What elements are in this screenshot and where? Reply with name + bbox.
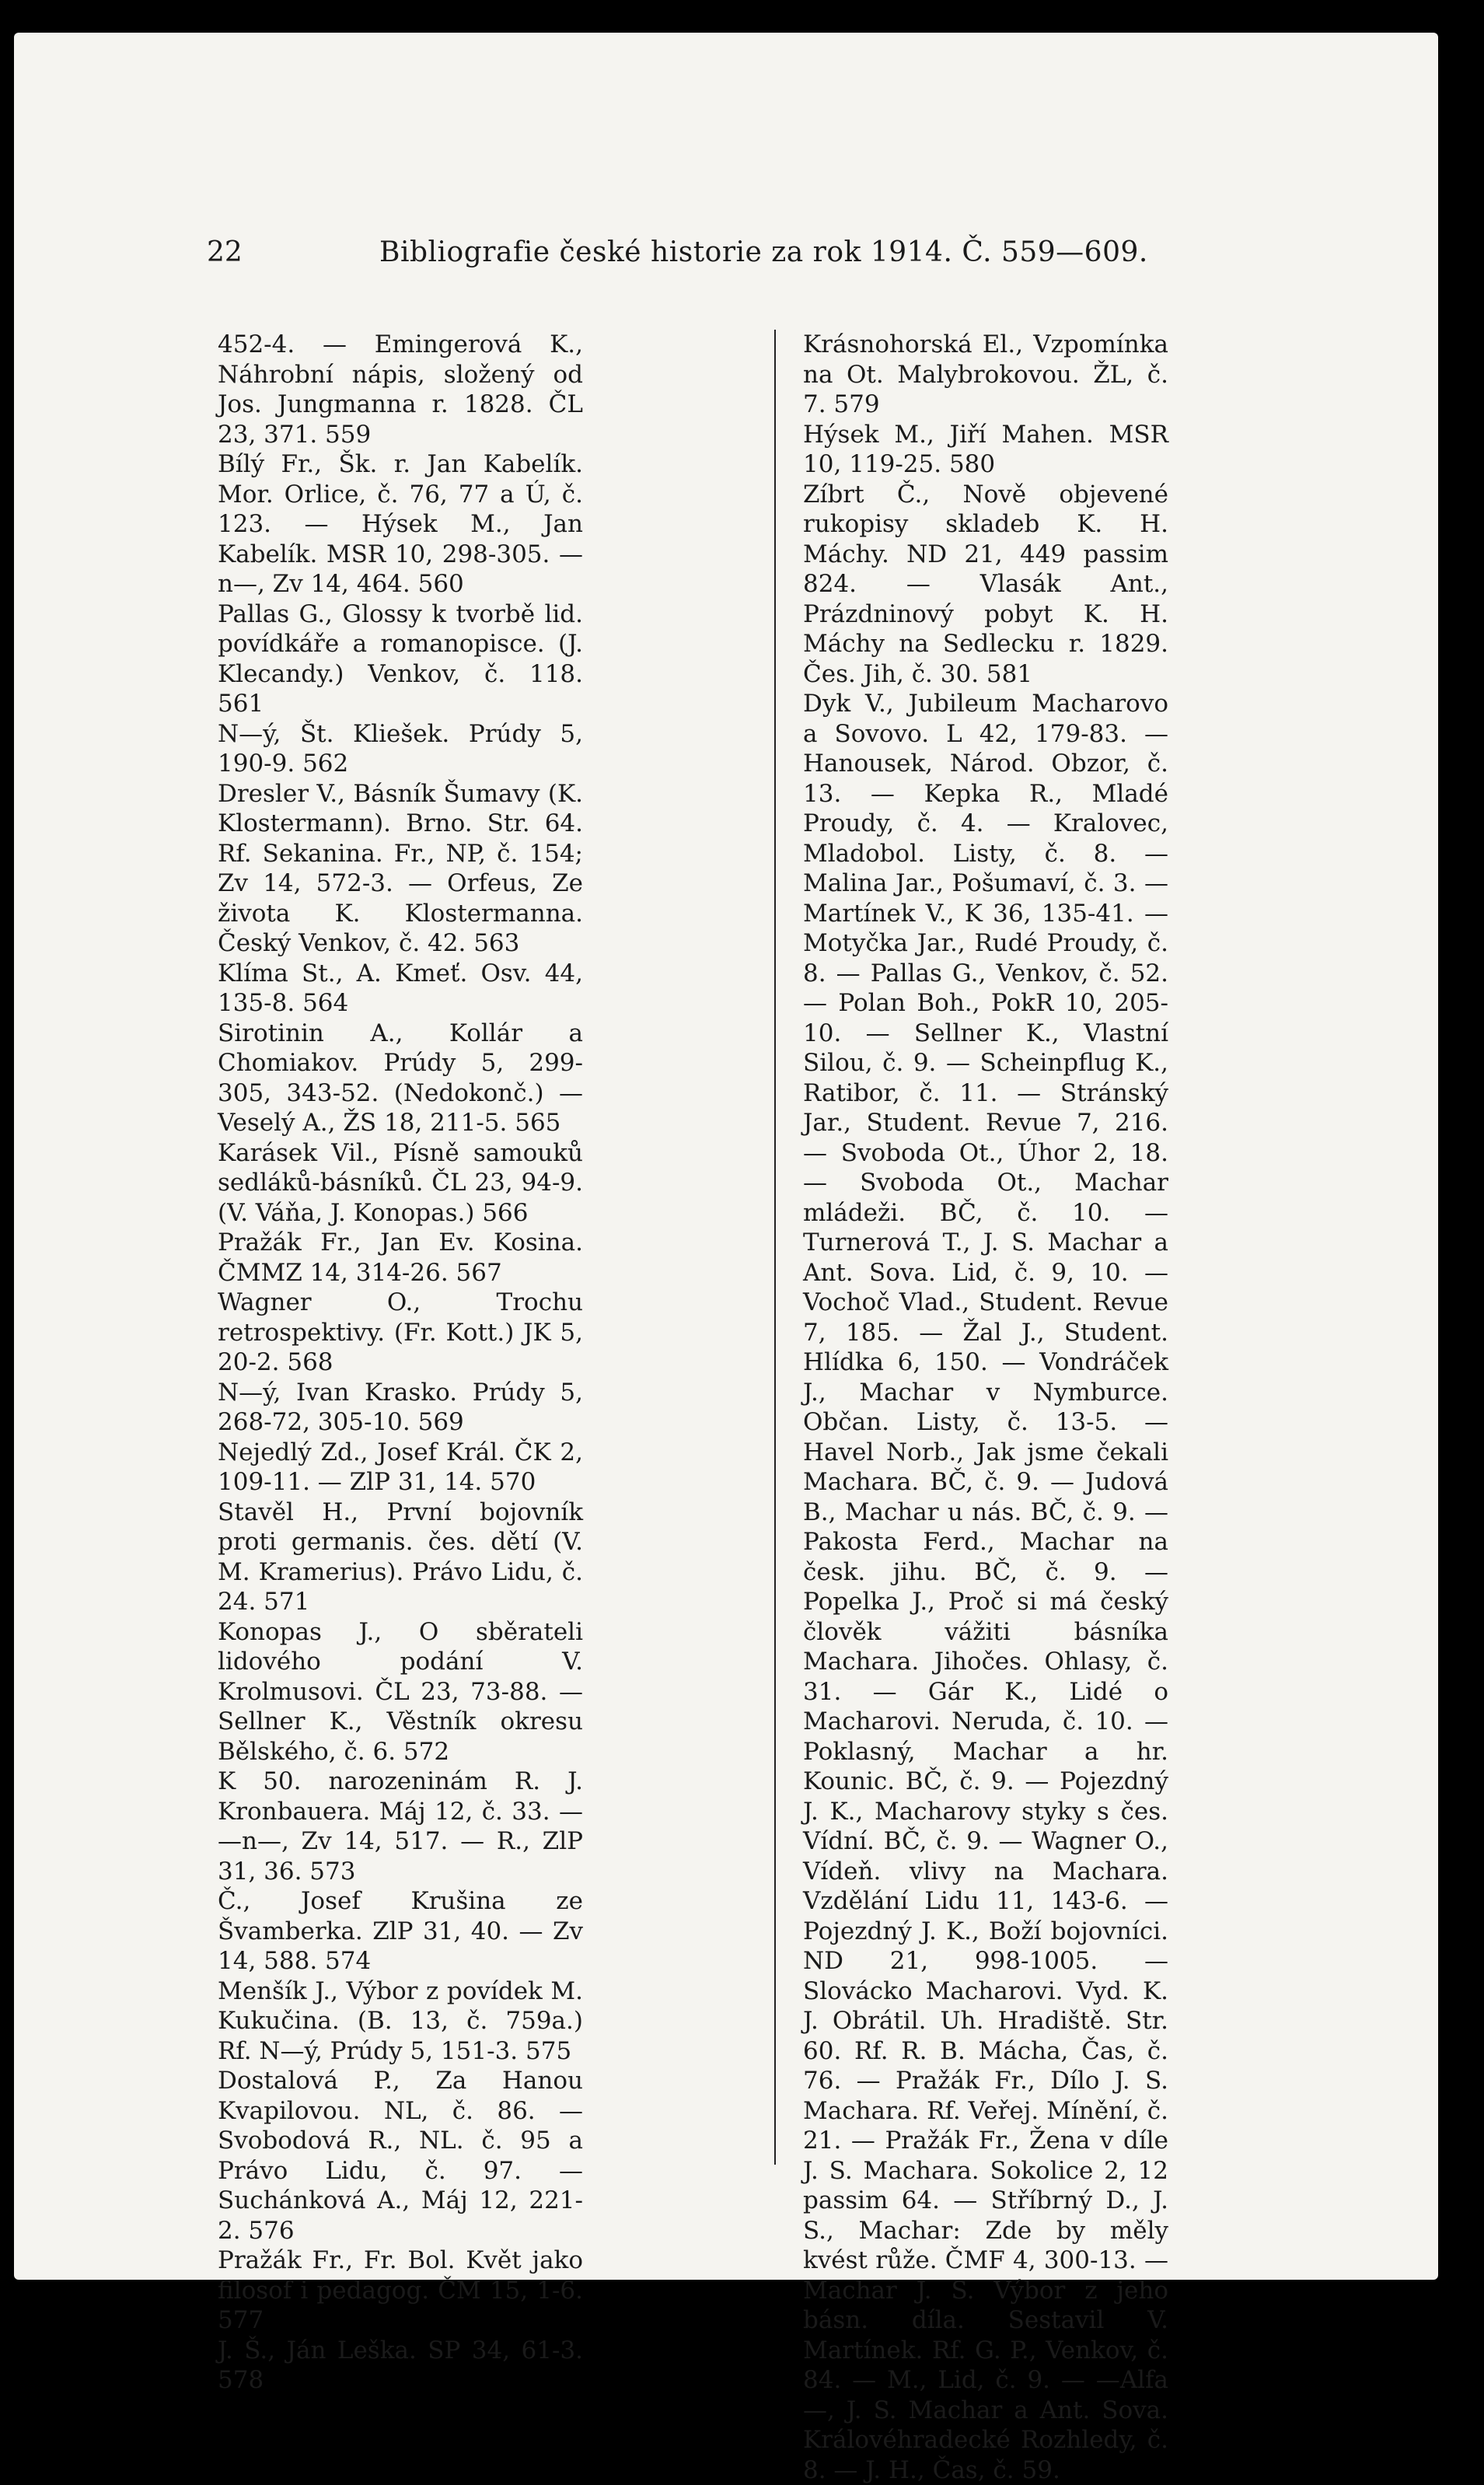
entry-568: Wagner O., Trochu retrospektivy. (Fr. Kott.) JK 5, 20-2. 568 (218, 1288, 583, 1376)
entry-578: J. Š., Ján Leška. SP 34, 61-3. 578 (218, 2336, 583, 2394)
entry-560: Bílý Fr., Šk. r. Jan Kabelík. Mor. Orlice, č. 76, 77 a Ú, č. 123. — Hýsek M., Jan Kabelík. MSR 10, 298-305. —n—, Zv 14, 464. 560 (218, 450, 583, 598)
entry-574: Č., Josef Krušina ze Švamberka. ZlP 31, 40. — Zv 14, 588. 574 (218, 1887, 583, 1975)
entry-582: Dyk V., Jubileum Macharovo a Sovovo. L 42, 179-83. — Hanousek, Národ. Obzor, č. 13. — Kepka R., Mladé Proudy, č. 4. — Kralovec, Mladobol. Listy, č. 8. — Malina Jar., Pošumaví, č. 3. — Martínek V., K 36, 135-41. — Motyčka Jar., Rudé Proudy, č. 8. — Pallas G., Venkov, č. 52. — Polan Boh., PokR 10, 205-10. — Sellner K., Vlastní Silou, č. 9. — Scheinpflug K., Ratibor, č. 11. — Stránský Jar., Student. Revue 7, 216. — Svoboda Ot., Úhor 2, 18. — Svoboda Ot., Machar mládeži. BČ, č. 10. — Turnerová T., J. S. Machar a Ant. Sova. Lid, č. 9, 10. — Vochoč Vlad., Student. Revue 7, 185. — Žal J., Student. Hlídka 6, 150. — Vondráček J., Machar v Nymburce. Občan. Listy, č. 13-5. — Havel Norb., Jak jsme čekali Machara. BČ, č. 9. — Judová B., Machar u nás. BČ, č. 9. — Pakosta Ferd., Machar na česk. jihu. BČ, č. 9. — Popelka J., Proč si má český člověk vážiti básníka Machara. Jihočes. Ohlasy, č. 31. — Gár K., Lidé o Macharovi. Neruda, č. 10. — Poklasný, Machar a hr. Kounic. BČ, č. 9. — Pojezdný J. K., Macharovy styky s čes. Vídní. BČ, č. 9. — Wagner O., Vídeň. vlivy na Machara. Vzdělání Lidu 11, 143-6. — Pojezdný J. K., Boží bojovníci. ND 21, 998-1005. — Slovácko Macharovi. Vyd. K. J. Obrátil. Uh. Hradiště. Str. 60. Rf. R. B. Mácha, Čas, č. 76. — Pražák Fr., Dílo J. S. Machara. Rf. Veřej. Mínění, č. 21. — Pražák Fr., Žena v díle J. S. Machara. Sokolice 2, 12 passim 64. — Stříbrný D., J. S., Machar: Zde by měly kvést růže. ČMF 4, 300-13. — Machar J. S. Výbor z jeho básn. díla. Sestavil V. Martínek. Rf. G. P., Venkov, č. 84. — M., Lid, č. 9. — —Alfa—, J. S. Machar a Ant. Sova. Královéhradecké Rozhledy, č. 8. — J. H., Čas, č. 59. (803, 690, 1168, 2484)
entry-571: Stavěl H., První bojovník proti germanis. čes. dětí (V. M. Kramerius). Právo Lidu, č. 24. 571 (218, 1498, 583, 1616)
entry-559: 452-4. — Emingerová K., Náhrobní nápis, složený od Jos. Jungmanna r. 1828. ČL 23, 371. 559 (218, 330, 583, 449)
entry-569: N—ý, Ivan Krasko. Prúdy 5, 268-72, 305-10. 569 (218, 1378, 583, 1436)
entry-579: Krásnohorská El., Vzpomínka na Ot. Malybrokovou. ŽL, č. 7. 579 (803, 330, 1168, 418)
page-header (14, 236, 1438, 291)
entry-580: Hýsek M., Jiří Mahen. MSR 10, 119-25. 580 (803, 420, 1168, 478)
entry-576: Dostalová P., Za Hanou Kvapilovou. NL, č. 86. — Svobodová R., NL. č. 95 a Právo Lidu, č. 97. — Suchánková A., Máj 12, 221-2. 576 (218, 2067, 583, 2245)
entry-566: Karásek Vil., Písně samouků sedláků-básníků. ČL 23, 94-9. (V. Váňa, J. Konopas.) 566 (218, 1138, 583, 1227)
entry-567: Pražák Fr., Jan Ev. Kosina. ČMMZ 14, 314-26. 567 (218, 1229, 583, 1287)
entry-570: Nejedlý Zd., Josef Král. ČK 2, 109-11. — ZlP 31, 14. 570 (218, 1438, 583, 1496)
entry-581: Zíbrt Č., Nově objevené rukopisy skladeb K. H. Máchy. ND 21, 449 passim 824. — Vlasák Ant., Prázdninový pobyt K. H. Máchy na Sedlecku r. 1829. Čes. Jih, č. 30. 581 (803, 480, 1168, 688)
right-column (803, 330, 1168, 2485)
entry-577: Pražák Fr., Fr. Bol. Květ jako filosof i pedagog. ČM 15, 1-6. 577 (218, 2246, 583, 2334)
page (14, 33, 1438, 2484)
entry-561: Pallas G., Glossy k tvorbě lid. povídkáře a romanopisce. (J. Klecandy.) Venkov, č. 118. 561 (218, 599, 583, 718)
entry-562: N—ý, Št. Kliešek. Prúdy 5, 190-9. 562 (218, 719, 583, 778)
left-column (218, 330, 583, 2396)
column-divider (774, 330, 776, 2165)
entry-563: Dresler V., Básník Šumavy (K. Klostermann). Brno. Str. 64. Rf. Sekanina. Fr., NP, č. 154; Zv 14, 572-3. — Orfeus, Ze života K. Klostermanna. Český Venkov, č. 42. 563 (218, 779, 583, 957)
entry-573: K 50. narozeninám R. J. Kronbauera. Máj 12, č. 33. — —n—, Zv 14, 517. — R., ZlP 31, 36. 573 (218, 1767, 583, 1886)
entry-572: Konopas J., O sběrateli lidového podání V. Krolmusovi. ČL 23, 73-88. — Sellner K., Věstník okresu Bělského, č. 6. 572 (218, 1617, 583, 1766)
running-title: Bibliografie české historie za rok 1914. Č. 559—609. (379, 236, 1148, 268)
page-number: 22 (207, 236, 243, 268)
entry-575: Menšík J., Výbor z povídek M. Kukučina. (B. 13, č. 759a.) Rf. N—ý, Prúdy 5, 151-3. 575 (218, 1976, 583, 2065)
entry-564: Klíma St., A. Kmeť. Osv. 44, 135-8. 564 (218, 959, 583, 1017)
entry-565: Sirotinin A., Kollár a Chomiakov. Prúdy 5, 299-305, 343-52. (Nedokonč.) — Veselý A., ŽS 18, 211-5. 565 (218, 1019, 583, 1137)
